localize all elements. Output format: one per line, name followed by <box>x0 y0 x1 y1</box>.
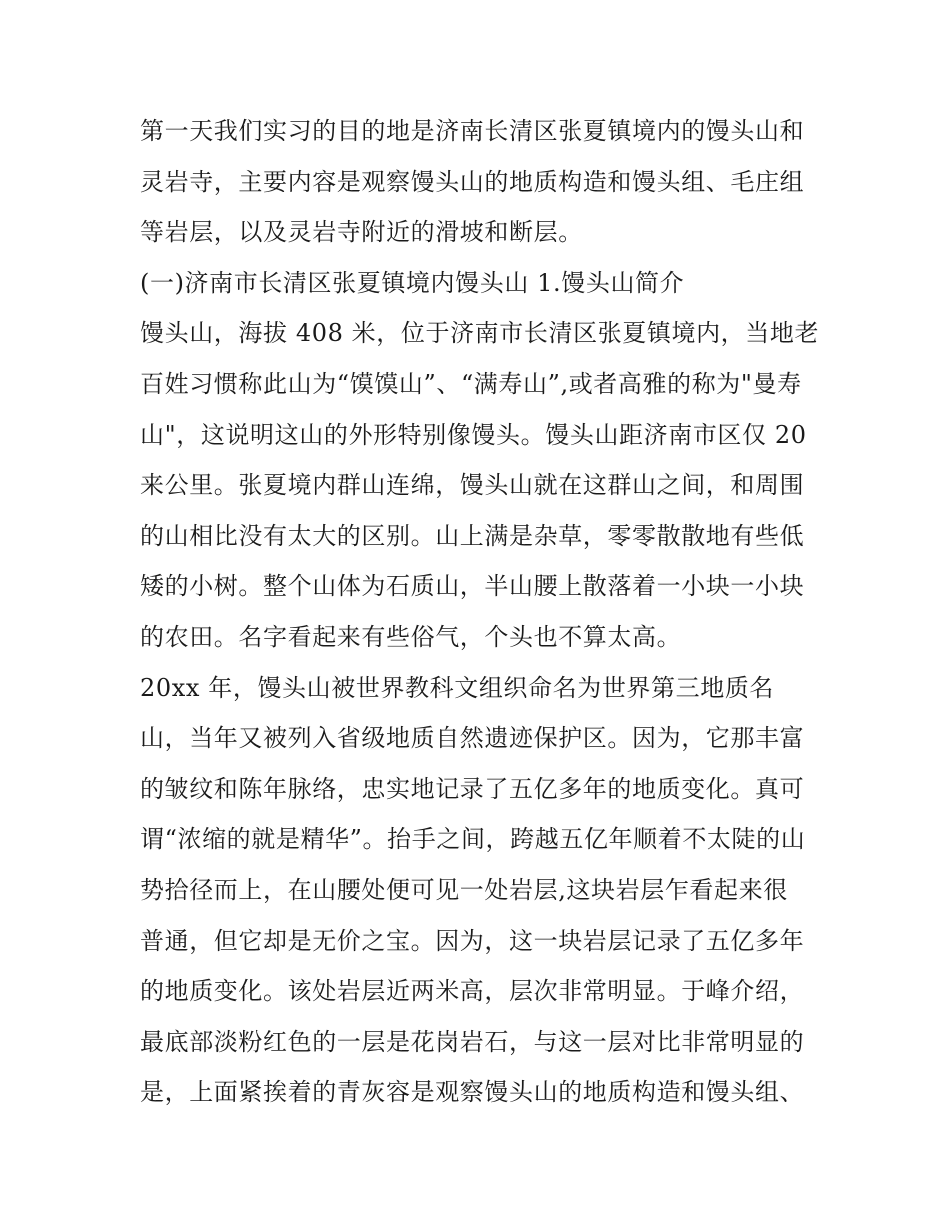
text-line-10: 矮的小树。整个山体为石质山，半山腰上散落着一小块一小块 <box>140 572 805 601</box>
text-line-16: 势拾径而上，在山腰处便可见一处岩层,这块岩层乍看起来很 <box>140 875 788 904</box>
text-line-15: 谓“浓缩的就是精华”。抬手之间，跨越五亿年顺着不太陡的山 <box>140 825 806 854</box>
text-line-3: 等岩层，以及灵岩寺附近的滑坡和断层。 <box>140 218 583 247</box>
text-line-20: 是，上面紧挨着的青灰容是观察馒头山的地质构造和馒头组、 <box>140 1078 805 1107</box>
text-line-17: 普通，但它却是无价之宝。因为，这一块岩层记录了五亿多年 <box>140 926 805 955</box>
text-line-13: 山，当年又被列入省级地质自然遗迹保护区。因为，它那丰富 <box>140 724 805 753</box>
text-line-7: 山"，这说明这山的外形特别像馒头。馒头山距济南市区仅 20 <box>140 420 807 449</box>
text-line-18: 的地质变化。该处岩层近两米高，层次非常明显。于峰介绍， <box>140 977 805 1006</box>
text-line-12: 20xx 年，馒头山被世界教科文组织命名为世界第三地质名 <box>140 673 775 702</box>
text-line-11: 的农田。名字看起来有些俗气，个头也不算太高。 <box>140 622 682 651</box>
text-line-9: 的山相比没有太大的区别。山上满是杂草，零零散散地有些低 <box>140 521 805 550</box>
text-line-2: 灵岩寺，主要内容是观察馒头山的地质构造和馒头组、毛庄组 <box>140 167 805 196</box>
section-heading: (一)济南市长清区张夏镇境内馒头山 1.馒头山简介 <box>140 268 685 297</box>
text-line-8: 来公里。张夏境内群山连绵，馒头山就在这群山之间，和周围 <box>140 471 805 500</box>
text-line-14: 的皱纹和陈年脉络，忠实地记录了五亿多年的地质变化。真可 <box>140 774 805 803</box>
text-line-19: 最底部淡粉红色的一层是花岗岩石，与这一层对比非常明显的 <box>140 1027 805 1056</box>
text-line-1: 第一天我们实习的目的地是济南长清区张夏镇境内的馒头山和 <box>140 117 805 145</box>
text-line-6: 百姓习惯称此山为“馍馍山”、“满寿山”,或者高雅的称为"曼寿 <box>140 369 802 398</box>
body-text <box>140 112 820 1124</box>
text-line-5: 馒头山，海拔 408 米，位于济南市长清区张夏镇境内，当地老 <box>140 319 820 348</box>
